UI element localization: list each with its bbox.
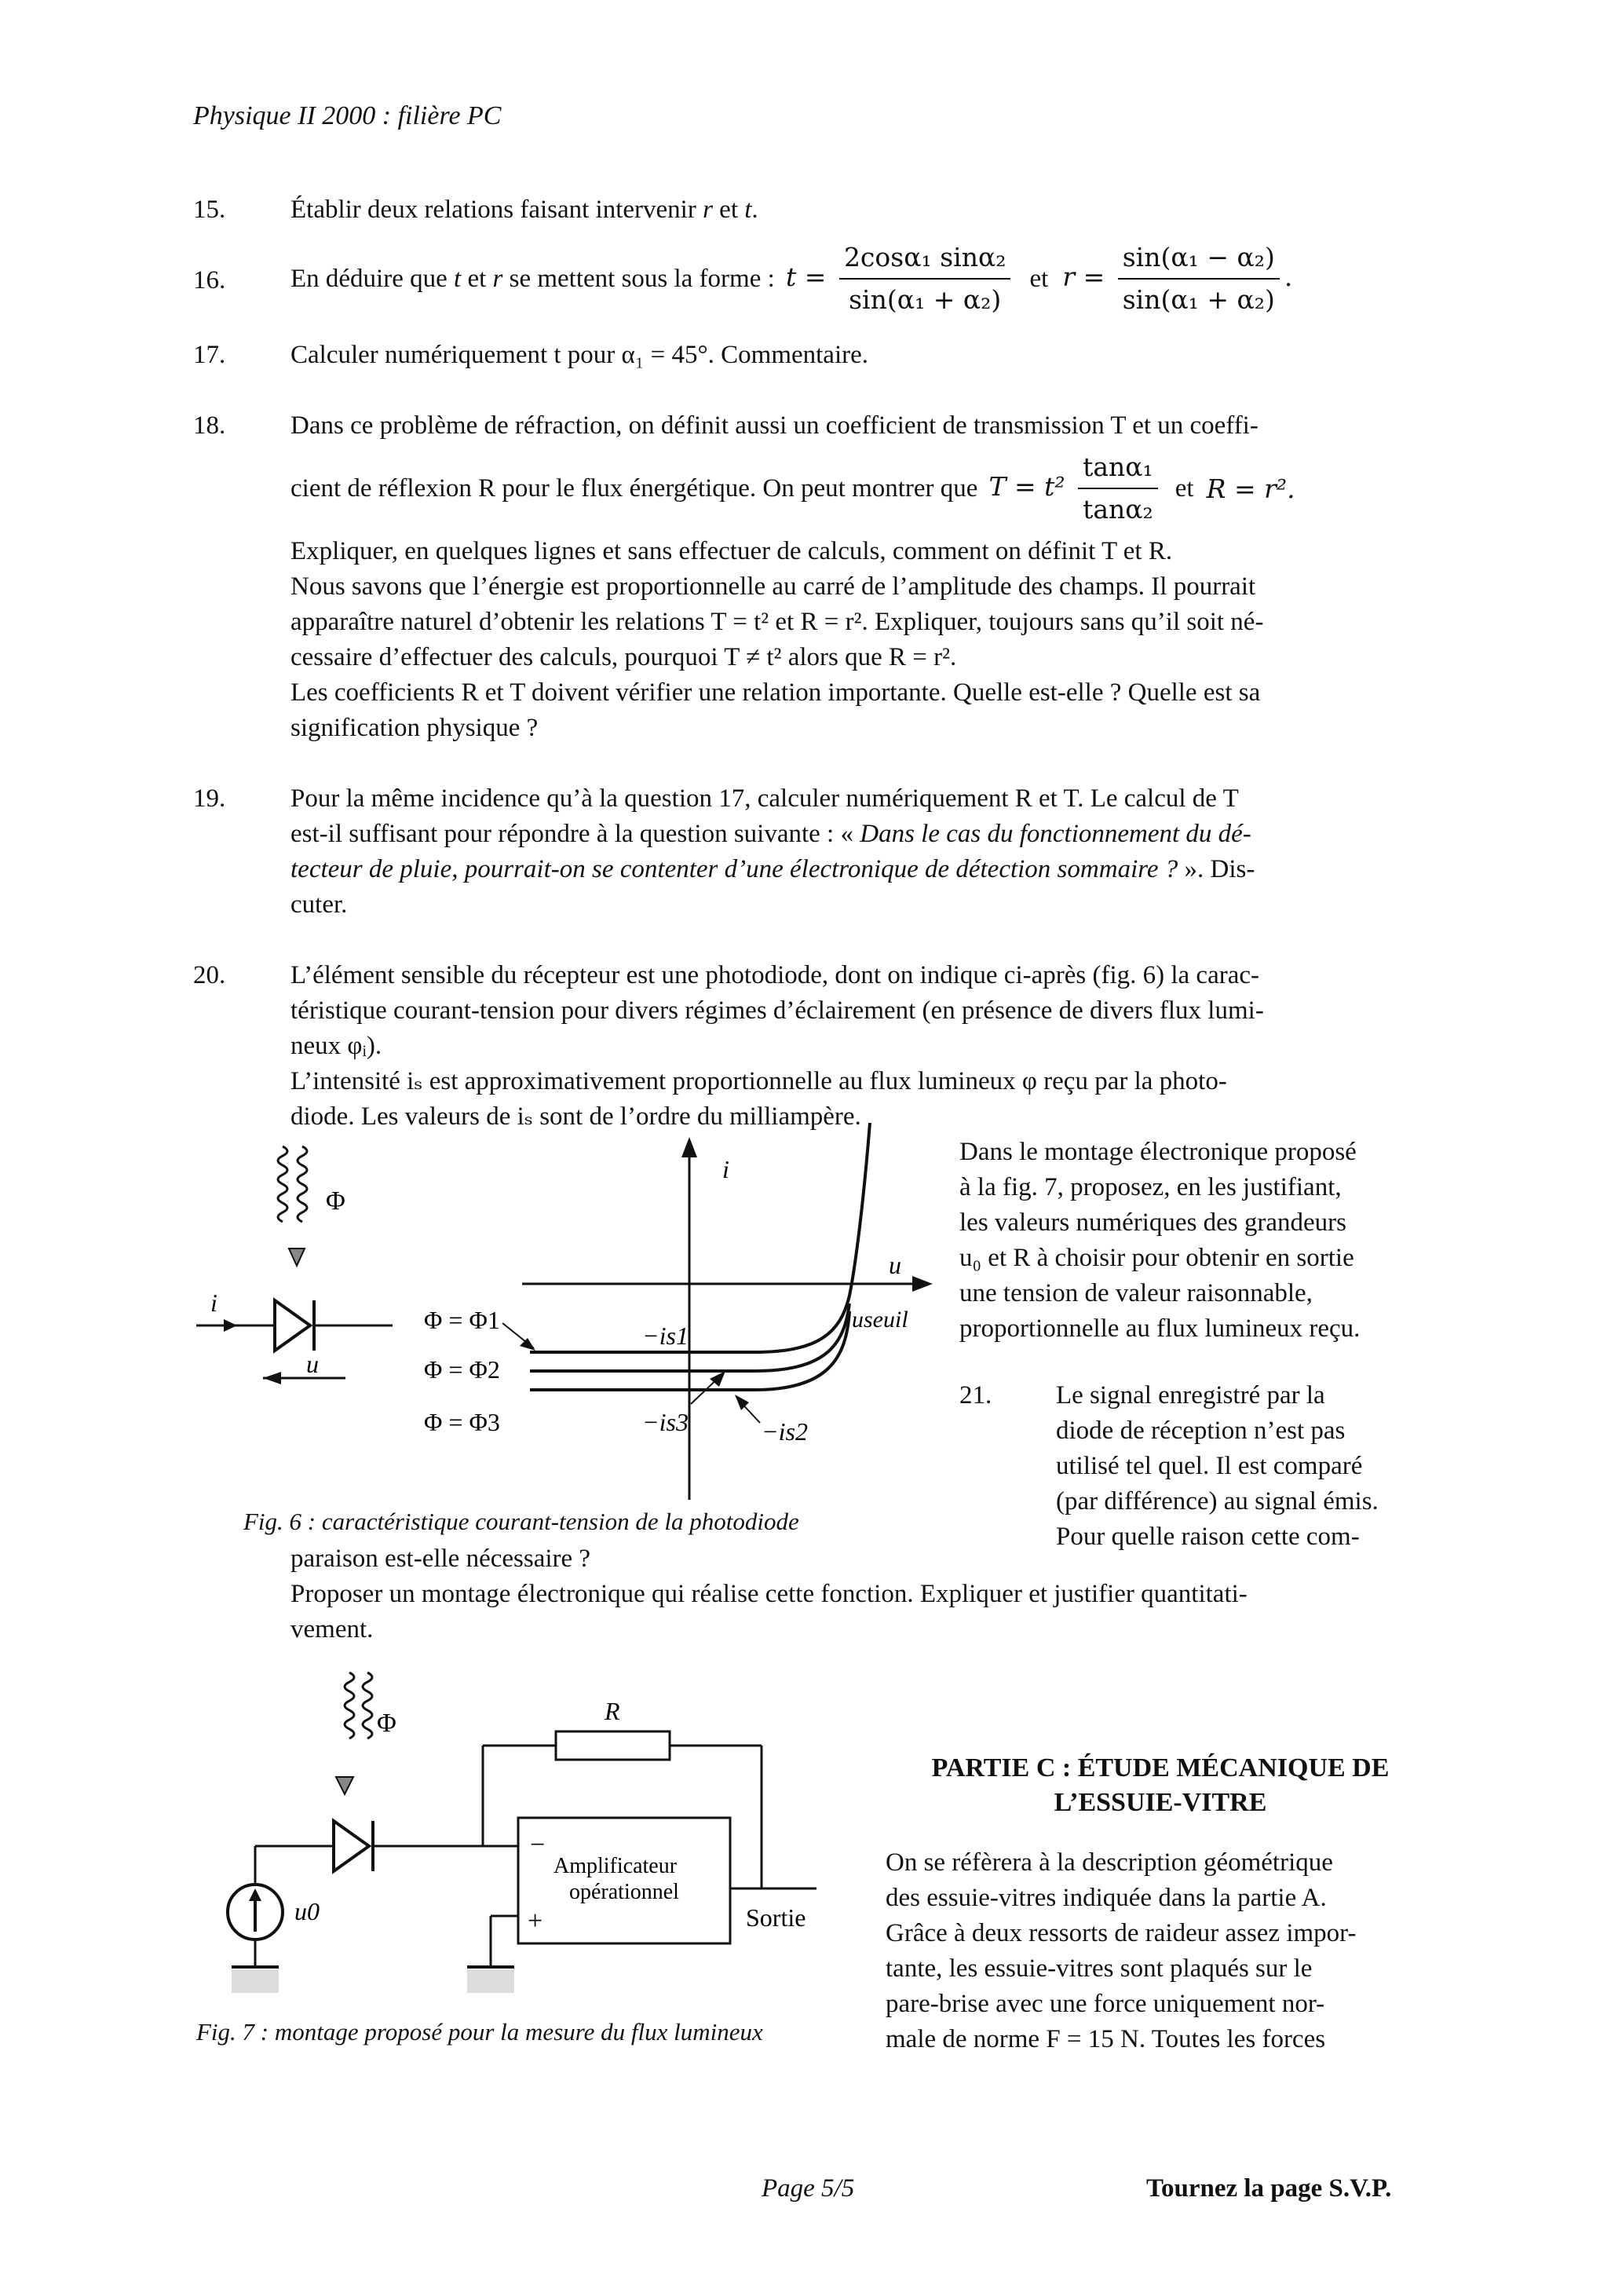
question-line: téristique courant-tension pour divers régimes d’éclairement (en présence de divers flux lumi- (290, 996, 1264, 1025)
question-line: Dans ce problème de réfraction, on définit aussi un coefficient de transmission T et un coeffi- (290, 411, 1259, 440)
question-line: diode. Les valeurs de iₛ sont de l’ordre du milliampère. (290, 1102, 861, 1131)
light-arrow (289, 1249, 305, 1266)
question-line: Nous savons que l’énergie est proportionnelle au carré de l’amplitude des champs. Il pourrait (290, 572, 1256, 601)
question-line: vement. (290, 1615, 374, 1643)
light-wave (298, 1146, 307, 1222)
light-wave (345, 1673, 354, 1738)
question-line: Pour la même incidence qu’à la question 17, calculer numériquement R et T. Le calcul de T (290, 784, 1239, 813)
question-number: 20. (193, 961, 226, 989)
phi-label: Φ (326, 1186, 345, 1216)
question-number: 16. (193, 266, 226, 294)
question-text: En déduire que t et r se mettent sous la forme : t = $\frac{\text{2cosα₁ sinα₂}}{\text{sin(α₁ + α₂)}}$ et r = $\frac{\text{sin(α₁ − α₂)}}{\text{sin(α₁ + α₂)}}$ . (290, 228, 1433, 330)
u0-label: u0 (294, 1897, 320, 1925)
curve-phi1 (530, 1123, 870, 1352)
question-line: L’élément sensible du récepteur est une photodiode, dont on indique ci-après (fig. 6) la carac- (290, 961, 1260, 989)
is2-label: −is2 (762, 1417, 808, 1446)
axis-i-label: i (722, 1155, 729, 1183)
current-label: i (210, 1289, 217, 1317)
fig7-caption: Fig. 7 : montage proposé pour la mesure du flux lumineux (196, 2018, 763, 2046)
is3-label: −is3 (642, 1408, 689, 1436)
question-line: apparaître naturel d’obtenir les relations T = t² et R = r². Expliquer, toujours sans qu’il soit né- (290, 608, 1264, 636)
question-line: tecteur de pluie, pourrait-on se contenter d’une électronique de détection sommaire ? ». Dis- (290, 855, 1255, 883)
page-number: Page 5/5 (762, 2174, 855, 2203)
question-line: Les coefficients R et T doivent vérifier une relation importante. Quelle est-elle ? Quelle est sa (290, 678, 1261, 707)
q20-side-text: Dans le montage électronique proposé à la fig. 7, proposez, en les justifiant, les valeurs numériques des grandeurs u₀ et R à choisir pour obtenir en sortie une tension de valeur raisonnable, proportionnelle au flux lumineux reçu. (959, 1138, 1361, 1343)
partie-c-title: PARTIE C : ÉTUDE MÉCANIQUE DE L’ESSUIE-VITRE (931, 1753, 1390, 1817)
amp-label-1: Amplificateur (553, 1854, 678, 1878)
figure-7 (188, 1661, 879, 2030)
question-number: 19. (193, 784, 226, 813)
partie-c-text: On se réfèrera à la description géométrique des essuie-vitres indiquée dans la partie A. Grâce à deux ressorts de raideur assez impor- tante, les essuie-vitres sont plaqués sur le pare-brise avec une force uniquement nor- male de norme F = 15 N. Toutes les forces (886, 1848, 1357, 2053)
phi3-label: Φ = Φ3 (424, 1408, 500, 1436)
question-text: Établir deux relations faisant intervenir r et t. (290, 196, 758, 224)
question-line: est-il suffisant pour répondre à la question suivante : « Dans le cas du fonctionnement du dé- (290, 820, 1251, 848)
minus-label: − (530, 1830, 546, 1859)
question-line: paraison est-elle nécessaire ? (290, 1545, 591, 1573)
light-arrow (336, 1777, 353, 1794)
light-wave (363, 1673, 372, 1738)
question-line: neux φᵢ). (290, 1032, 382, 1060)
T-formula: T = t² $\frac{\text{tanα₁}}{\text{tanα₂}}$ (988, 447, 1162, 530)
question-line: cuter. (290, 890, 348, 919)
q21-side-text: Le signal enregistré par la diode de réception n’est pas utilisé tel quel. Il est comparé (par différence) au signal émis. Pour quelle raison cette com- (1056, 1381, 1379, 1551)
phi-label: Φ (377, 1709, 396, 1738)
r-formula: r = $\frac{\text{sin(α₁ − α₂)}}{\text{sin(α₁ + α₂)}}$ . (1062, 237, 1292, 320)
question-number: 17. (193, 341, 226, 369)
question-line: Expliquer, en quelques lignes et sans effectuer de calculs, comment on définit T et R. (290, 537, 1173, 565)
diode-symbol (275, 1300, 310, 1351)
amp-label-2: opérationnel (569, 1880, 679, 1904)
page-header: Physique II 2000 : filière PC (193, 101, 502, 130)
voltage-label: u (306, 1350, 319, 1378)
question-text: Calculer numériquement t pour α₁ = 45°. Commentaire. (290, 341, 869, 369)
light-wave (278, 1146, 287, 1222)
sortie-label: Sortie (746, 1903, 806, 1932)
phi2-label: Φ = Φ2 (424, 1355, 500, 1384)
question-number: 15. (193, 196, 226, 224)
question-line: cessaire d’effectuer des calculs, pourquoi T ≠ t² alors que R = r². (290, 643, 957, 671)
figure-6 (188, 1123, 942, 1500)
is1-label: −is1 (642, 1322, 689, 1350)
question-line: Proposer un montage électronique qui réalise cette fonction. Expliquer et justifier quantitati- (290, 1580, 1248, 1608)
resistor-R (556, 1731, 670, 1760)
question-text: cient de réflexion R pour le flux énergétique. On peut montrer que T = t² $\frac{\text{tanα₁}}{\text{tanα₂}}$ et R = r². (290, 449, 1433, 528)
photodiode-symbol (334, 1821, 369, 1871)
turn-page-note: Tournez la page S.V.P. (1146, 2174, 1392, 2203)
plus-label: + (528, 1907, 543, 1936)
axis-u-label: u (889, 1251, 901, 1279)
question-number: 18. (193, 411, 226, 440)
question-line: signification physique ? (290, 714, 539, 742)
useuil-label: useuil (852, 1307, 908, 1333)
fig6-caption: Fig. 6 : caractéristique courant-tension de la photodiode (243, 1508, 799, 1535)
R-label: R (605, 1697, 620, 1725)
t-formula: t = $\frac{\text{2cosα₁ sinα₂}}{\text{sin(α₁ + α₂)}}$ (786, 237, 1015, 320)
phi1-label: Φ = Φ1 (424, 1306, 500, 1334)
question-number: 21. (959, 1381, 992, 1409)
question-line: L’intensité iₛ est approximativement proportionnelle au flux lumineux φ reçu par la photo- (290, 1067, 1227, 1095)
